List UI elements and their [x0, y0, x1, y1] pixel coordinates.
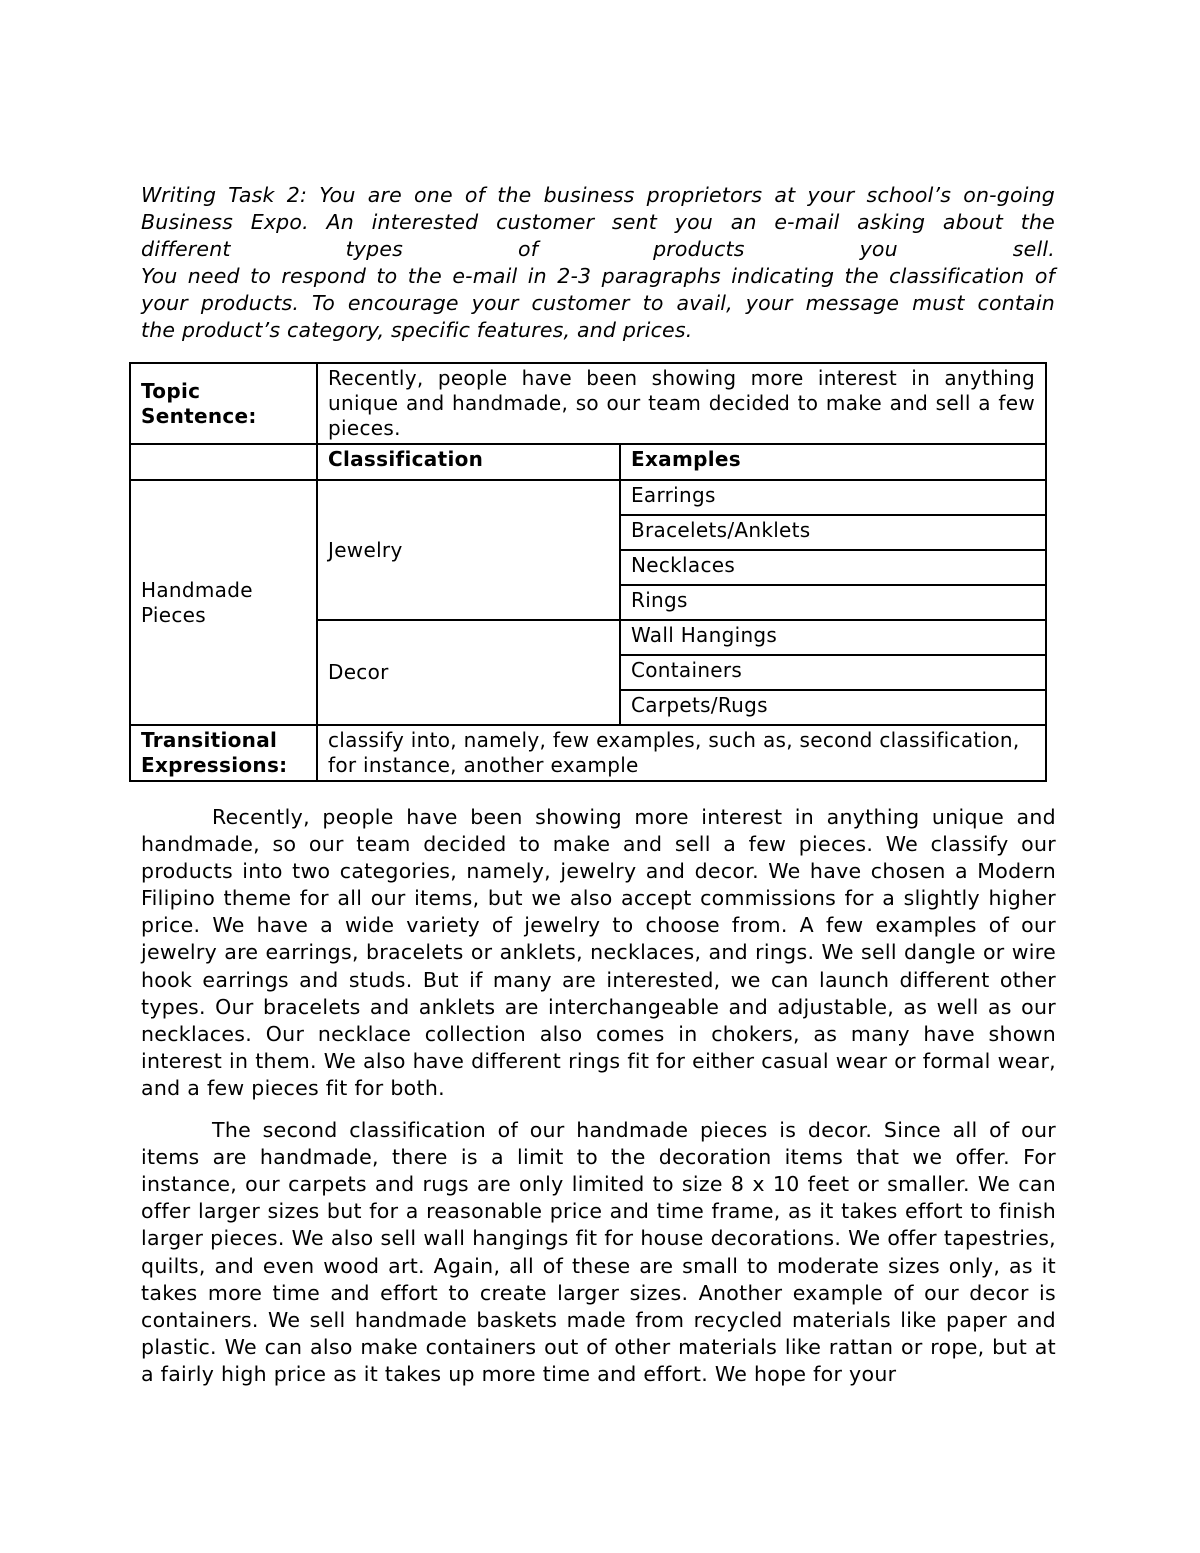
- writing-task-prompt: [141, 182, 1055, 344]
- example-item: Necklaces: [620, 550, 1046, 585]
- prompt-line: different types of products you sell.: [141, 237, 1055, 261]
- example-item: Wall Hangings: [620, 620, 1046, 655]
- classification-outline-table: [129, 362, 1047, 782]
- example-item: Rings: [620, 585, 1046, 620]
- topic-sentence-label: Topic Sentence:: [130, 363, 317, 444]
- empty-header-cell: [130, 444, 317, 480]
- transitional-expressions-label: Transitional Expressions:: [130, 725, 317, 781]
- essay-body: [141, 804, 1056, 1403]
- prompt-line: Writing Task 2: You are one of the business proprietors at your school’s on-going: [141, 183, 1055, 207]
- example-item: Containers: [620, 655, 1046, 690]
- handmade-pieces-label: Handmade Pieces: [130, 480, 317, 725]
- examples-header: Examples: [620, 444, 1046, 480]
- table-row: [130, 480, 1046, 515]
- example-item: Earrings: [620, 480, 1046, 515]
- transitional-expressions-text: classify into, namely, few examples, such as, second classification, for instance, another example: [317, 725, 1046, 781]
- essay-paragraph: The second classification of our handmade pieces is decor. Since all of our items are handmade, there is a limit to the decoration items that we offer. For instance, our carpets and rugs are only limited to size 8 x 10 feet or smaller. We can offer larger sizes but for a reasonable price and time frame, as it takes effort to finish larger pieces. We also sell wall hangings fit for house decorations. We offer tapestries, quilts, and even wood art. Again, all of these are small to moderate sizes only, as it takes more time and effort to create larger sizes. Another example of our decor is containers. We sell handmade baskets made from recycled materials like paper and plastic. We can also make containers out of other materials like rattan or rope, but at a fairly high price as it takes up more time and effort. We hope for your: [141, 1118, 1056, 1386]
- topic-sentence-text: Recently, people have been showing more interest in anything unique and handmade, so our team decided to make and sell a few pieces.: [317, 363, 1046, 444]
- prompt-line: the product’s category, specific features, and prices.: [141, 318, 693, 342]
- prompt-line: You need to respond to the e-mail in 2-3 paragraphs indicating the classification of: [141, 264, 1055, 288]
- example-item: Bracelets/Anklets: [620, 515, 1046, 550]
- classification-jewelry: Jewelry: [317, 480, 620, 620]
- prompt-line: your products. To encourage your customer to avail, your message must contain: [141, 291, 1055, 315]
- transitional-expressions-row: [130, 725, 1046, 781]
- example-item: Carpets/Rugs: [620, 690, 1046, 725]
- classification-decor: Decor: [317, 620, 620, 725]
- topic-sentence-row: [130, 363, 1046, 444]
- classification-header: Classification: [317, 444, 620, 480]
- table-header-row: [130, 444, 1046, 480]
- essay-paragraph: Recently, people have been showing more interest in anything unique and handmade, so our team decided to make and sell a few pieces. We classify our products into two categories, namely, jewelry and decor. We have chosen a Modern Filipino theme for all our items, but we also accept commissions for a slightly higher price. We have a wide variety of jewelry to choose from. A few examples of our jewelry are earrings, bracelets or anklets, necklaces, and rings. We sell dangle or wire hook earrings and studs. But if many are interested, we can launch different other types. Our bracelets and anklets are interchangeable and adjustable, as well as our necklaces. Our necklace collection also comes in chokers, as many have shown interest in them. We also have different rings fit for either casual wear or formal wear, and a few pieces fit for both.: [141, 805, 1056, 1100]
- prompt-line: Business Expo. An interested customer sent you an e-mail asking about the: [141, 210, 1055, 234]
